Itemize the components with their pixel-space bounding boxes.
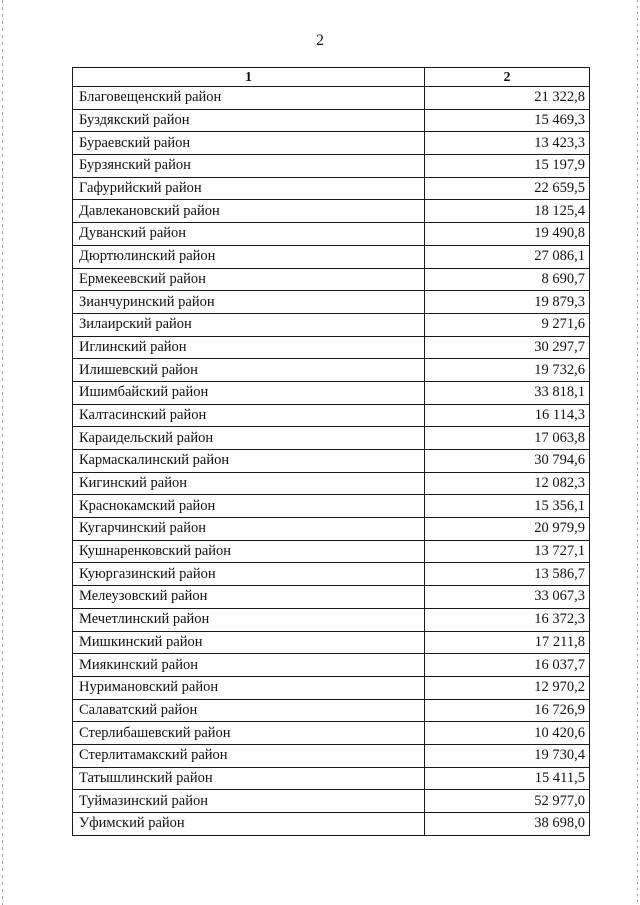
amount-cell: 30 794,6 [425, 450, 590, 473]
table-row [73, 608, 590, 631]
district-name-cell: Дуванский район [73, 223, 425, 246]
table-row [73, 359, 590, 382]
amount-cell: 21 322,8 [425, 87, 590, 110]
table-row [73, 313, 590, 336]
amount-cell: 17 211,8 [425, 631, 590, 654]
amount-cell: 15 356,1 [425, 495, 590, 518]
district-name-cell: Кигинский район [73, 472, 425, 495]
district-table [72, 67, 590, 836]
table-row [73, 744, 590, 767]
table-row [73, 223, 590, 246]
district-name-cell: Мелеузовский район [73, 586, 425, 609]
amount-cell: 27 086,1 [425, 245, 590, 268]
amount-cell: 15 411,5 [425, 767, 590, 790]
district-name-cell: Зилаирский район [73, 313, 425, 336]
amount-cell: 16 037,7 [425, 654, 590, 677]
table-row [73, 540, 590, 563]
table-row [73, 813, 590, 836]
amount-cell: 33 818,1 [425, 381, 590, 404]
table-row [73, 87, 590, 110]
table-row [73, 427, 590, 450]
amount-cell: 10 420,6 [425, 722, 590, 745]
page-number: 2 [316, 32, 324, 49]
table-row [73, 291, 590, 314]
district-name-cell: Благовещенский район [73, 87, 425, 110]
district-name-cell: Кармаскалинский район [73, 450, 425, 473]
table-row [73, 245, 590, 268]
scan-edge-left [2, 0, 3, 905]
amount-cell: 33 067,3 [425, 586, 590, 609]
amount-cell: 20 979,9 [425, 518, 590, 541]
table-row [73, 472, 590, 495]
amount-cell: 9 271,6 [425, 313, 590, 336]
amount-cell: 30 297,7 [425, 336, 590, 359]
amount-cell: 15 197,9 [425, 155, 590, 178]
district-name-cell: Мечетлинский район [73, 608, 425, 631]
district-name-cell: Буздякский район [73, 109, 425, 132]
table-row [73, 404, 590, 427]
district-name-cell: Ермекеевский район [73, 268, 425, 291]
amount-cell: 16 726,9 [425, 699, 590, 722]
table-row [73, 268, 590, 291]
amount-cell: 17 063,8 [425, 427, 590, 450]
table-row [73, 722, 590, 745]
table-row [73, 132, 590, 155]
table-row [73, 631, 590, 654]
district-name-cell: Караидельский район [73, 427, 425, 450]
district-name-cell: Илишевский район [73, 359, 425, 382]
table-row [73, 336, 590, 359]
amount-cell: 19 879,3 [425, 291, 590, 314]
amount-cell: 22 659,5 [425, 177, 590, 200]
amount-cell: 38 698,0 [425, 813, 590, 836]
district-name-cell: Гафурийский район [73, 177, 425, 200]
table-row [73, 676, 590, 699]
amount-cell: 13 586,7 [425, 563, 590, 586]
table-row [73, 654, 590, 677]
amount-cell: 19 732,6 [425, 359, 590, 382]
district-name-cell: Нуримановский район [73, 676, 425, 699]
table-row [73, 790, 590, 813]
amount-cell: 16 114,3 [425, 404, 590, 427]
table-row [73, 586, 590, 609]
table-row [73, 767, 590, 790]
table-row [73, 155, 590, 178]
table-row [73, 381, 590, 404]
district-name-cell: Ишимбайский район [73, 381, 425, 404]
table-row [73, 563, 590, 586]
table-row [73, 699, 590, 722]
amount-cell: 52 977,0 [425, 790, 590, 813]
table-header-row [73, 68, 590, 87]
amount-cell: 8 690,7 [425, 268, 590, 291]
table-row [73, 450, 590, 473]
district-name-cell: Миякинский район [73, 654, 425, 677]
district-name-cell: Стерлитамакский район [73, 744, 425, 767]
district-name-cell: Кушнаренковский район [73, 540, 425, 563]
district-name-cell: Уфимский район [73, 813, 425, 836]
district-name-cell: Бураевский район [73, 132, 425, 155]
column-header-1: 1 [73, 68, 425, 87]
amount-cell: 13 727,1 [425, 540, 590, 563]
district-name-cell: Зианчуринский район [73, 291, 425, 314]
district-name-cell: Бурзянский район [73, 155, 425, 178]
table-row [73, 495, 590, 518]
amount-cell: 18 125,4 [425, 200, 590, 223]
district-name-cell: Стерлибашевский район [73, 722, 425, 745]
amount-cell: 12 082,3 [425, 472, 590, 495]
district-name-cell: Салаватский район [73, 699, 425, 722]
district-name-cell: Калтасинский район [73, 404, 425, 427]
table-row [73, 109, 590, 132]
amount-cell: 19 490,8 [425, 223, 590, 246]
district-name-cell: Мишкинский район [73, 631, 425, 654]
table-row [73, 177, 590, 200]
district-name-cell: Давлекановский район [73, 200, 425, 223]
district-name-cell: Иглинский район [73, 336, 425, 359]
district-name-cell: Дюртюлинский район [73, 245, 425, 268]
table-row [73, 518, 590, 541]
column-header-2: 2 [425, 68, 590, 87]
district-name-cell: Татышлинский район [73, 767, 425, 790]
table-row [73, 200, 590, 223]
scan-edge-right [637, 0, 638, 905]
district-name-cell: Туймазинский район [73, 790, 425, 813]
district-name-cell: Куюргазинский район [73, 563, 425, 586]
table-body [73, 87, 590, 836]
amount-cell: 13 423,3 [425, 132, 590, 155]
amount-cell: 16 372,3 [425, 608, 590, 631]
amount-cell: 19 730,4 [425, 744, 590, 767]
amount-cell: 15 469,3 [425, 109, 590, 132]
district-name-cell: Кугарчинский район [73, 518, 425, 541]
amount-cell: 12 970,2 [425, 676, 590, 699]
district-name-cell: Краснокамский район [73, 495, 425, 518]
